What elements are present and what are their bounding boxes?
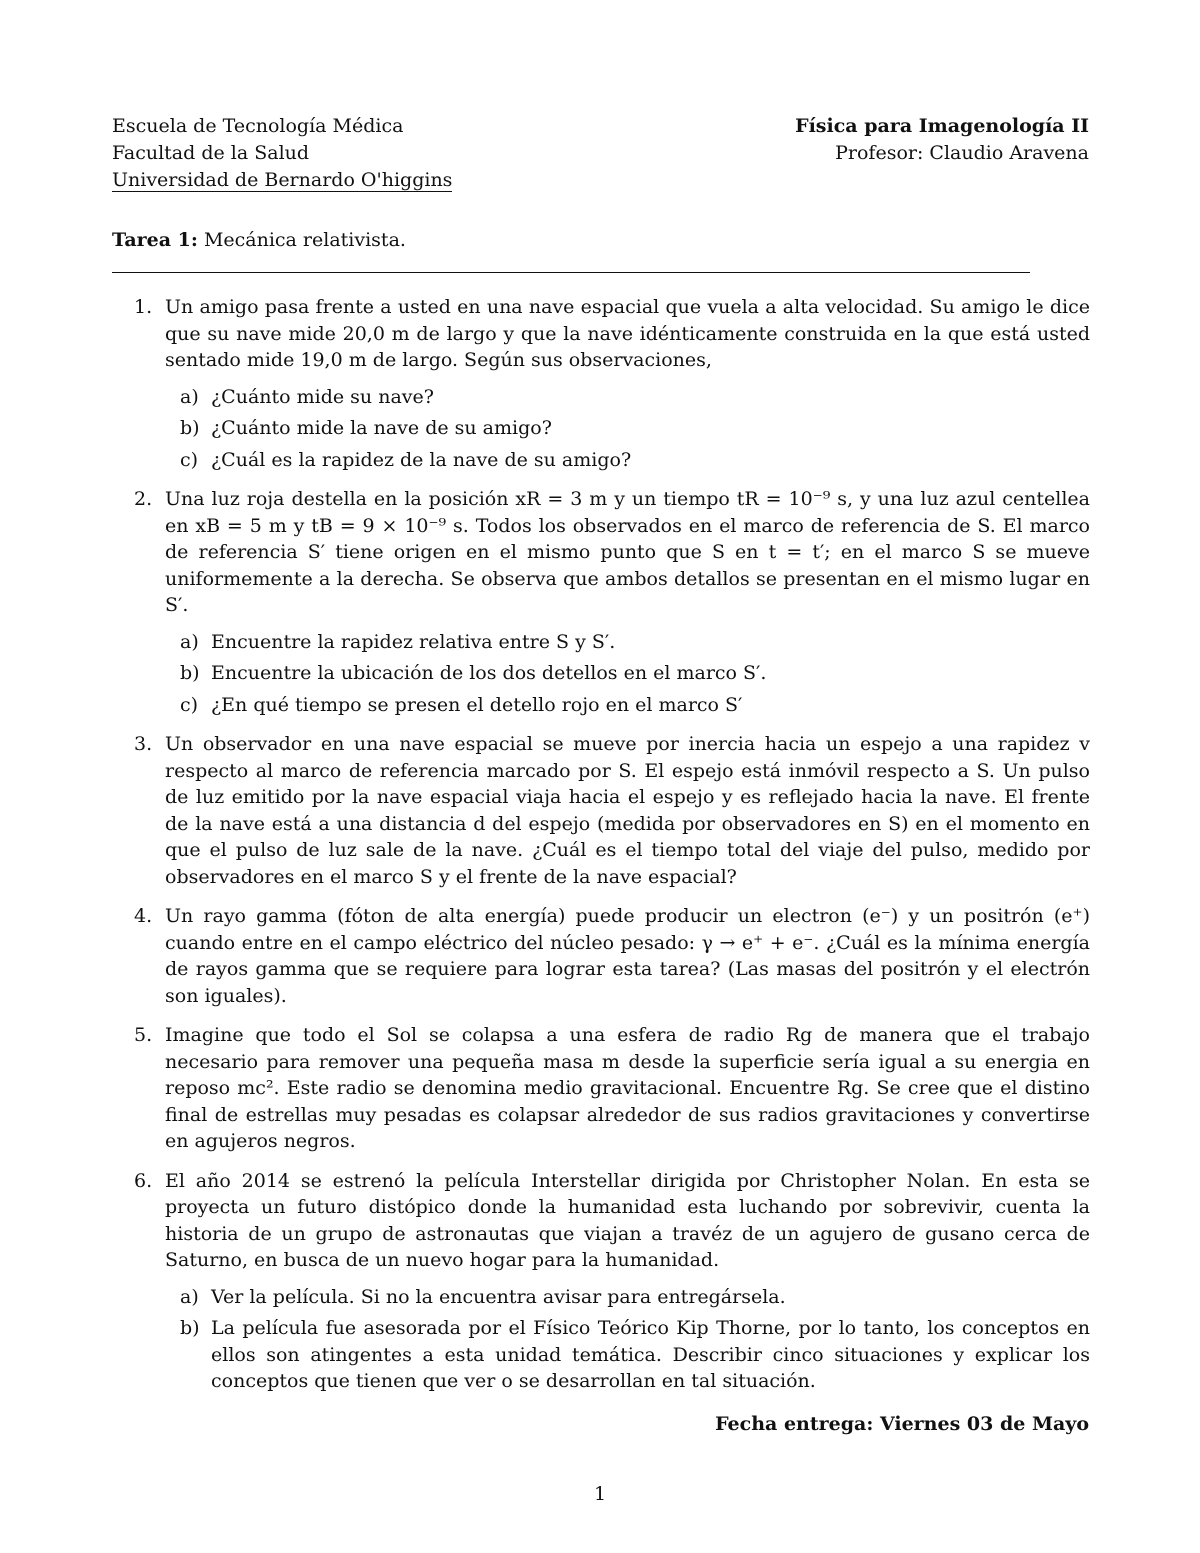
subquestion-text: Encuentre la ubicación de los dos detellos en el marco S′. [211, 662, 767, 684]
problem-4 [112, 903, 1090, 1009]
page-number: 1 [593, 1483, 607, 1505]
problem-text: Un amigo pasa frente a usted en una nave espacial que vuela a alta velocidad. Su amigo le dice que su nave mide 20,0 m de largo y que la nave idénticamente construida en la que está usted sentado mide 19,0 m de largo. Según sus observaciones, [165, 296, 1090, 371]
subquestion [165, 629, 1090, 656]
header-course [795, 113, 1089, 167]
problem-2 [112, 486, 1090, 718]
horizontal-rule [112, 272, 1030, 273]
problem-1 [112, 294, 1090, 473]
subquestion [165, 447, 1090, 474]
problem-text: Un observador en una nave espacial se mueve por inercia hacia un espejo a una rapidez v respecto al marco de referencia marcado por S. El espejo está inmóvil respecto a S. Un pulso de luz emitido por la nave espacial viaja hacia el espejo y es reflejado hacia la nave. El frente de la nave está a una distancia d del espejo (medida por observadores en S) en el momento en que el pulso de luz sale de la nave. ¿Cuál es el tiempo total del viaje del pulso, medido por observadores en el marco S y el frente de la nave espacial? [165, 733, 1090, 888]
subquestion [165, 384, 1090, 411]
problem-text: El año 2014 se estrenó la película Interstellar dirigida por Christopher Nolan. En esta se proyecta un futuro distópico donde la humanidad esta luchando por sobrevivir, cuenta la historia de un grupo de astronautas que viajan a travéz de un agujero de gusano cerca de Saturno, en busca de un nuevo hogar para la humanidad. [165, 1169, 1090, 1271]
subquestion [165, 1315, 1090, 1395]
subquestion-label: a) [180, 385, 199, 408]
faculty-name: Facultad de la Salud [112, 142, 310, 164]
subquestion-text: ¿Cuál es la rapidez de la nave de su amigo? [211, 448, 632, 471]
problem-text: Una luz roja destella en la posición xR = 3 m y un tiempo tR = 10⁻⁹ s, y una luz azul centellea en xB = 5 m y tB = 9 × 10⁻⁹ s. Todos los observados en el marco de referencia de S. El marco de referencia S′ tiene origen en el mismo punto que S en t = t′; en el marco S se mueve uniformemente a la derecha. Se observa que ambos detallos se presentan en el mismo lugar en S′. [165, 488, 1090, 616]
problem-3 [112, 731, 1090, 890]
subquestion-label: b) [180, 417, 200, 439]
problem-number: 6. [134, 1169, 153, 1192]
problem-text: Un rayo gamma (fóton de alta energía) puede producir un electron (e⁻) y un positrón (e⁺) cuando entre en el campo eléctrico del núcleo pesado: γ → e⁺ + e⁻. ¿Cuál es la mínima energía de rayos gamma que se requiere para lograr esta tarea? (Las masas del positrón y el electrón son iguales). [165, 905, 1090, 1007]
subquestion [165, 1284, 1090, 1311]
subquestion-list [165, 1284, 1090, 1395]
subquestion-label: c) [180, 693, 199, 716]
subquestion-text: ¿Cuánto mide la nave de su amigo? [211, 417, 552, 439]
problem-number: 3. [134, 733, 153, 755]
subquestion-list [165, 384, 1090, 474]
subquestion-list [165, 629, 1090, 719]
subquestion-label: b) [180, 662, 200, 684]
university-name: Universidad de Bernardo O'higgins [112, 169, 453, 191]
problem-number: 4. [134, 905, 153, 927]
subquestion-label: b) [180, 1317, 200, 1339]
subquestion [165, 692, 1090, 719]
problem-number: 5. [134, 1024, 153, 1046]
subquestion-text: Ver la película. Si no la encuentra avisar para entregársela. [211, 1285, 786, 1308]
professor-name: Profesor: Claudio Aravena [835, 142, 1089, 164]
subquestion [165, 660, 1090, 687]
subquestion-label: c) [180, 448, 199, 471]
subquestion-label: a) [180, 1285, 199, 1308]
school-name: Escuela de Tecnología Médica [112, 115, 404, 137]
task-label: Tarea 1: [112, 229, 198, 251]
problem-number: 1. [134, 296, 153, 318]
problem-6 [112, 1168, 1090, 1395]
subquestion-text: ¿En qué tiempo se presen el detello rojo en el marco S′ [211, 693, 743, 716]
subquestion-label: a) [180, 630, 199, 653]
due-date: Fecha entrega: Viernes 03 de Mayo [715, 1413, 1089, 1435]
problem-number: 2. [134, 488, 153, 510]
subquestion-text: La película fue asesorada por el Físico Teórico Kip Thorne, por lo tanto, los conceptos en ellos son atingentes a esta unidad temática. Describir cinco situaciones y explicar los conceptos que tienen que ver o se desarrollan en tal situación. [211, 1317, 1090, 1392]
problem-list [112, 294, 1090, 1408]
subquestion [165, 415, 1090, 442]
subquestion-text: Encuentre la rapidez relativa entre S y S′. [211, 630, 616, 653]
subquestion-text: ¿Cuánto mide su nave? [211, 385, 434, 408]
task-title: Mecánica relativista. [203, 229, 406, 251]
header-institution [112, 113, 452, 194]
task-heading [112, 229, 406, 251]
problem-5 [112, 1022, 1090, 1155]
course-title: Física para Imagenología II [795, 115, 1089, 137]
problem-text: Imagine que todo el Sol se colapsa a una esfera de radio Rg de manera que el trabajo necesario para remover una pequeña masa m desde la superficie sería igual a su energia en reposo mc². Este radio se denomina medio gravitacional. Encuentre Rg. Se cree que el distino final de estrellas muy pesadas es colapsar alrededor de sus radios gravitaciones y convertirse en agujeros negros. [165, 1024, 1090, 1152]
